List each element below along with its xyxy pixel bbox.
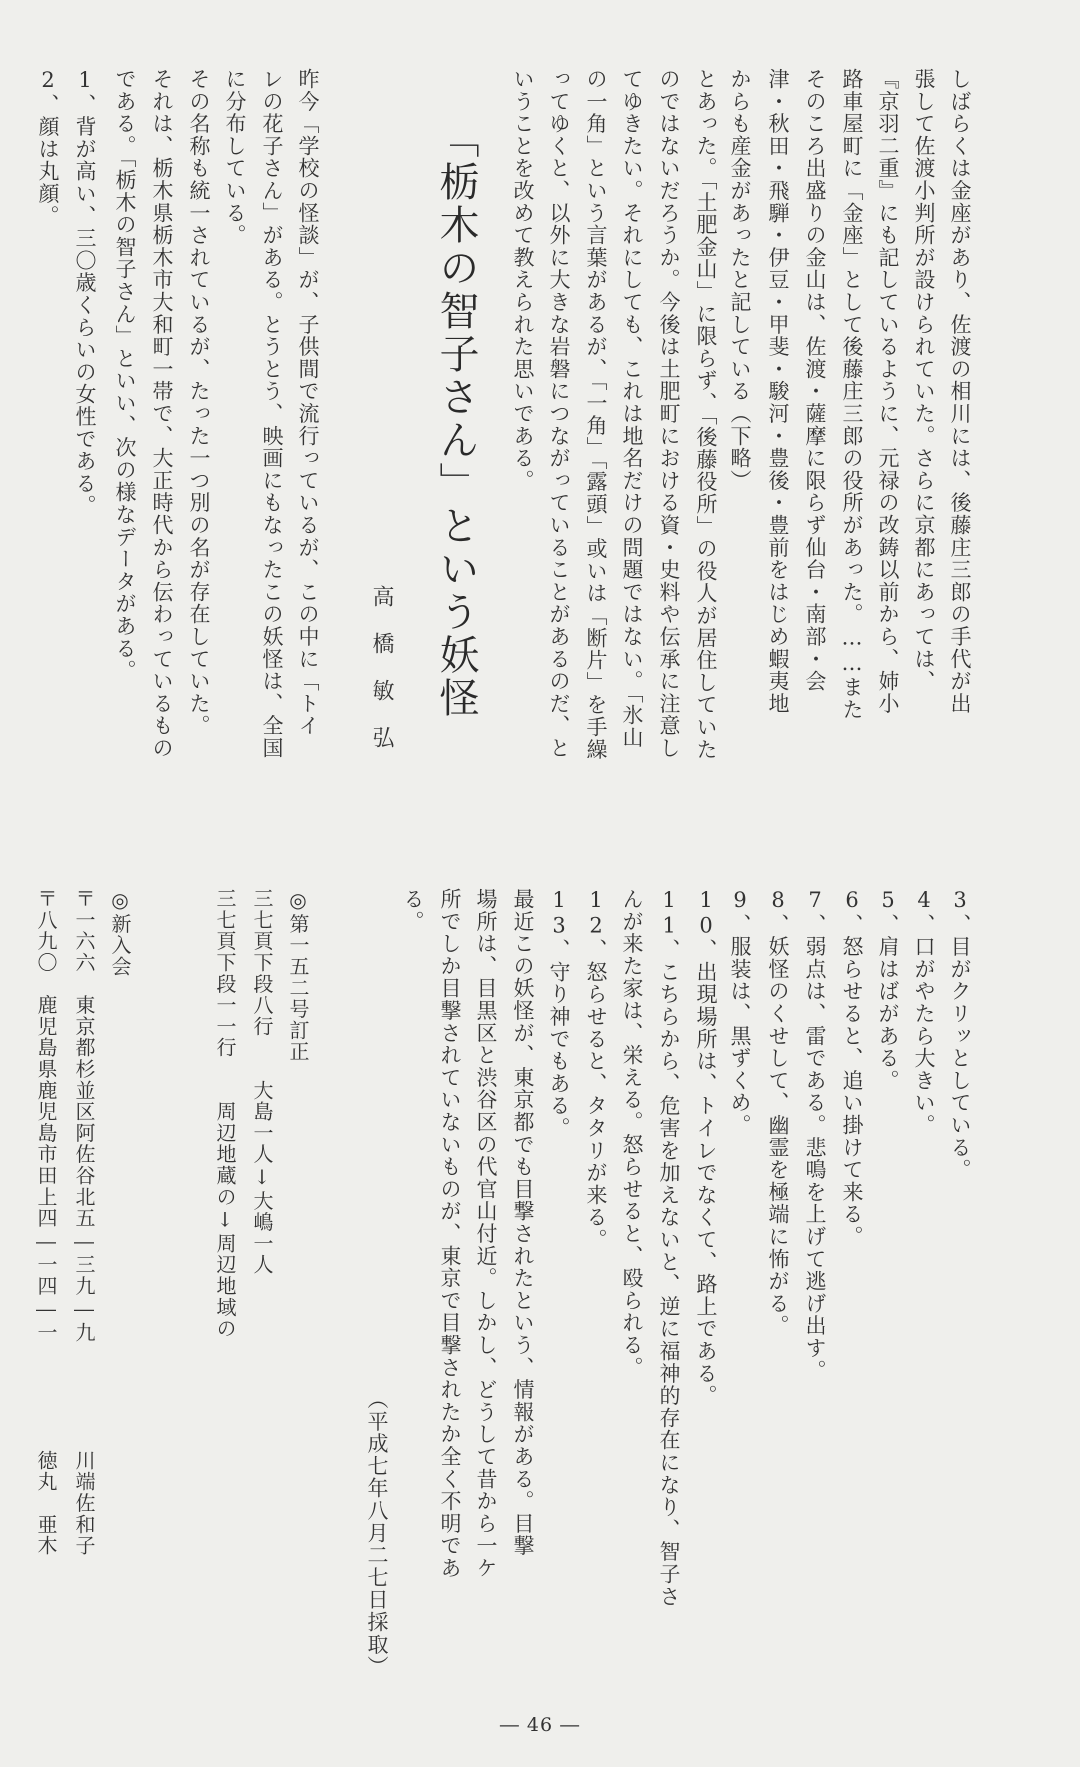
text-column: レの花子さん」がある。とうとう、映画にもなったこの妖怪は、全国 bbox=[260, 68, 284, 760]
text-column: る。 bbox=[401, 888, 425, 933]
data-list-item: 2、顔は丸顔。 bbox=[36, 68, 60, 228]
text-column: 張して佐渡小判所が設けられていた。さらに京都にあっては、 bbox=[912, 68, 936, 693]
article-author: 高橋敏弘 bbox=[369, 585, 394, 773]
data-list-item: 13、守り神でもある。 bbox=[547, 888, 571, 1140]
text-column: のではないだろうか。今後は土肥町における資・史料や伝承に注意し bbox=[657, 68, 681, 760]
notice-heading: ◎第一五二号訂正 bbox=[286, 888, 310, 1063]
text-column: いうことを改めて教えられた思いである。 bbox=[511, 68, 535, 492]
text-column: 『京羽二重』にも記しているように、元禄の改鋳以前から、姉小 bbox=[876, 68, 900, 715]
text-column: 最近この妖怪が、東京都でも目撃されたという、情報がある。目撃 bbox=[511, 888, 535, 1557]
text-column: 場所は、目黒区と渋谷区の代官山付近。しかし、どうして昔から一ケ bbox=[474, 888, 498, 1580]
text-column: んが来た家は、栄える。怒らせると、殴られる。 bbox=[620, 888, 644, 1379]
data-list-item: 8、妖怪のくせして、幽霊を極端に怖がる。 bbox=[766, 888, 790, 1337]
data-list-item: 6、怒らせると、追い掛けて来る。 bbox=[840, 888, 864, 1248]
text-column: それは、栃木県栃木市大和町一帯で、大正時代から伝わっているもの bbox=[150, 68, 174, 760]
notice-heading: ◎新入会 bbox=[108, 888, 132, 978]
text-column: に分布している。 bbox=[223, 68, 247, 247]
data-list-item: 3、目がクリッとしている。 bbox=[948, 888, 972, 1181]
text-column: である。「栃木の智子さん」といい、次の様なデータがある。 bbox=[113, 68, 137, 682]
data-list-item: 5、肩はばがある。 bbox=[876, 888, 900, 1092]
notice-line: 三七頁下段一一行 周辺地蔵の↓周辺地域の bbox=[213, 888, 237, 1340]
member-entry: 〒一六六 東京都杉並区阿佐谷北五―三九―九 川端佐和子 bbox=[72, 888, 96, 1557]
data-list-item: 9、服装は、黒ずくめ。 bbox=[728, 888, 752, 1137]
text-column: とあった。「土肥金山」に限らず、「後藤役所」の役人が居住していた bbox=[694, 68, 718, 761]
collection-date: （平成七年八月二七日採取） bbox=[365, 1388, 389, 1678]
data-list-item: 10、出現場所は、トイレでなくて、路上である。 bbox=[694, 888, 718, 1407]
data-list-item: 1、背が高い、三〇歳くらいの女性である。 bbox=[73, 68, 97, 517]
data-list-item: 12、怒らせると、タタリが来る。 bbox=[584, 888, 608, 1251]
text-column: ってゆくと、以外に大きな岩磐につながっていることがあるのだ、と bbox=[547, 68, 571, 760]
text-column: からも産金があったと記している（下略） bbox=[728, 68, 752, 492]
data-list-item: 4、口がやたら大きい。 bbox=[912, 888, 936, 1137]
text-column: その名称も統一されているが、たった一つ別の名が存在していた。 bbox=[187, 68, 211, 737]
member-entry: 〒八九〇 鹿児島県鹿児島市田上四―一四―一 徳丸 亜木 bbox=[34, 888, 58, 1557]
page-number: ― 46 ― bbox=[499, 1714, 581, 1736]
text-column: しばらくは金座があり、佐渡の相川には、後藤庄三郎の手代が出 bbox=[948, 68, 972, 715]
text-column: てゆきたい。それにしても、これは地名だけの問題ではない。「氷山 bbox=[620, 68, 644, 749]
article-title: 「栃木の智子さん」という妖怪 bbox=[433, 118, 479, 720]
data-list-item: 11、こちらから、危害を加えないと、逆に福神的存在になり、智子さ bbox=[657, 888, 681, 1608]
text-column: 路車屋町に「金座」として後藤庄三郎の役所があった。……また bbox=[840, 68, 864, 721]
text-column: 昨今「学校の怪談」が、子供間で流行っているが、この中に「トイ bbox=[296, 68, 320, 737]
data-list-item: 7、弱点は、雷である。悲鳴を上げて逃げ出す。 bbox=[803, 888, 827, 1382]
text-column: 津・秋田・飛騨・伊豆・甲斐・駿河・豊後・豊前をはじめ蝦夷地 bbox=[766, 68, 790, 715]
text-column: 所でしか目撃されていないものが、東京で目撃されたか全く不明であ bbox=[438, 888, 462, 1580]
text-column: の一角」という言葉があるが、「一角」「露頭」或いは「断片」を手繰 bbox=[584, 68, 608, 761]
notice-line: 三七頁下段八行 大島一人↓大嶋一人 bbox=[250, 888, 274, 1276]
text-column: そのころ出盛りの金山は、佐渡・薩摩に限らず仙台・南部・会 bbox=[803, 68, 827, 693]
